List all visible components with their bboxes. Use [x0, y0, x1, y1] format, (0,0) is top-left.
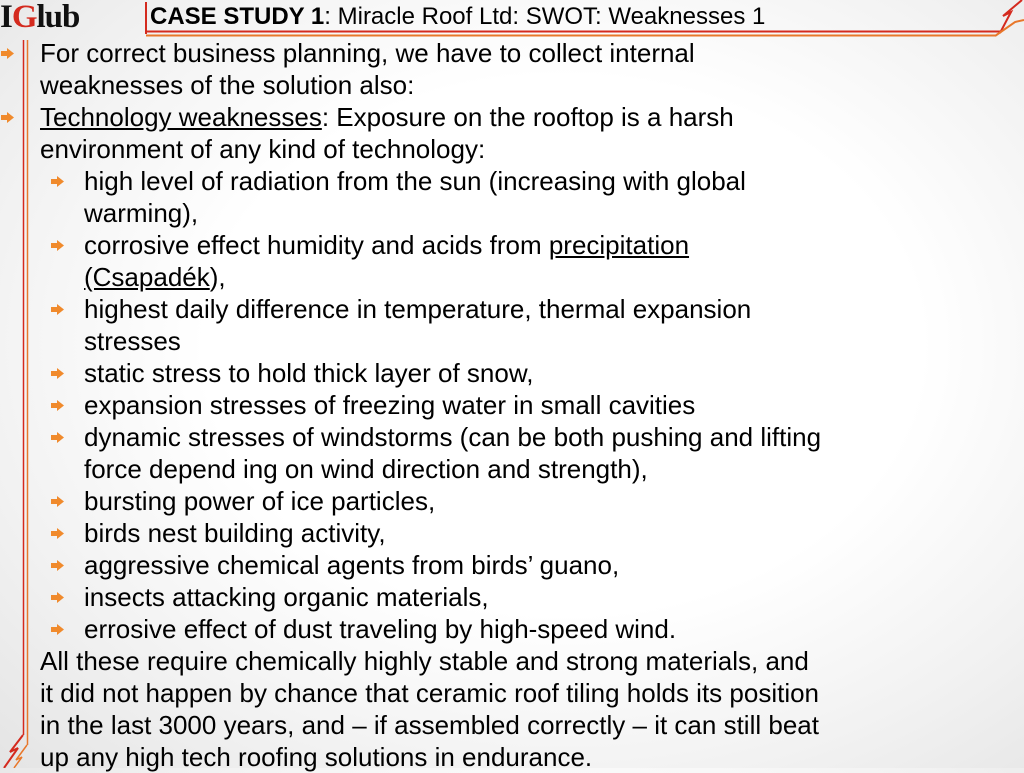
conclusion-text-2: it did not happen by chance that ceramic roof tiling holds its position [40, 678, 820, 708]
corner-accent-top-right [1000, 0, 1022, 33]
list-item-insects [0, 581, 1024, 613]
arrow-right-icon [51, 389, 67, 421]
list-item-dust [0, 613, 1024, 645]
corner-accent-top-right-2 [995, 20, 1024, 36]
logo-letter-g: G [11, 0, 37, 35]
list-item-radiation-cont [0, 197, 1024, 229]
intro-line-2 [0, 69, 1024, 101]
snow-text: static stress to hold thick layer of snow, [84, 358, 534, 388]
list-item-windstorm [0, 421, 1024, 453]
list-item-corrosive-cont [0, 261, 1024, 293]
tech-line-2 [0, 133, 1024, 165]
precipitation-link[interactable]: precipitation [548, 230, 690, 260]
list-item-ice [0, 485, 1024, 517]
tech-line-1 [0, 101, 1024, 133]
title-case-study: CASE STUDY 1 [150, 3, 325, 30]
conclusion-line-2 [0, 677, 1024, 709]
ice-text: bursting power of ice particles, [84, 486, 436, 516]
list-item-temperature [0, 293, 1024, 325]
list-item-corrosive [0, 229, 1024, 261]
guano-text: aggressive chemical agents from birds’ guano, [84, 550, 620, 580]
list-item-snow [0, 357, 1024, 389]
temperature-text-1: highest daily difference in temperature, thermal expansion [84, 294, 752, 324]
arrow-right-icon [51, 517, 67, 549]
conclusion-text-1: All these require chemically highly stable and strong materials, and [40, 646, 809, 676]
arrow-right-icon [1, 37, 17, 69]
title-subject: : Miracle Roof Ltd: SWOT: Weaknesses 1 [324, 3, 766, 30]
arrow-right-icon [51, 421, 67, 453]
list-item-windstorm-cont [0, 453, 1024, 485]
list-item-freezing [0, 389, 1024, 421]
arrow-right-icon [51, 485, 67, 517]
logo-letter-i: I [0, 0, 12, 35]
conclusion-text-4: up any high tech roofing solutions in endurance. [40, 742, 593, 772]
windstorm-text-1: dynamic stresses of windstorms (can be both pushing and lifting [84, 422, 822, 452]
list-item-temperature-cont [0, 325, 1024, 357]
conclusion-text-3: in the last 3000 years, and – if assembled correctly – it can still beat [40, 710, 819, 740]
arrow-right-icon [51, 581, 67, 613]
corrosive-text-1: corrosive effect humidity and acids from [84, 230, 549, 260]
insects-text: insects attacking organic materials, [84, 582, 489, 612]
arrow-right-icon [51, 293, 67, 325]
tech-text-1: : Exposure on the rooftop is a harsh [321, 102, 734, 132]
temperature-text-2: stresses [84, 326, 181, 356]
iqlub-logo [0, 0, 79, 34]
logo-letters-rest: lub [36, 0, 80, 35]
list-item-radiation [0, 165, 1024, 197]
arrow-right-icon [51, 613, 67, 645]
freezing-text: expansion stresses of freezing water in small cavities [84, 390, 696, 420]
conclusion-line-3 [0, 709, 1024, 741]
slide-title [150, 0, 765, 34]
slide-content [0, 37, 1024, 773]
corrosive-text-2: ), [209, 262, 226, 292]
arrow-right-icon [1, 101, 17, 133]
radiation-text-2: warming), [84, 198, 199, 228]
intro-text-2: weaknesses of the solution also: [40, 70, 415, 100]
conclusion-line-4 [0, 741, 1024, 773]
list-item-birds-nest [0, 517, 1024, 549]
list-item-guano [0, 549, 1024, 581]
birds-nest-text: birds nest building activity, [84, 518, 386, 548]
arrow-right-icon [51, 229, 67, 261]
tech-heading: Technology weaknesses [40, 102, 322, 132]
radiation-text-1: high level of radiation from the sun (increasing with global [84, 166, 746, 196]
dust-text: errosive effect of dust traveling by high-speed wind. [84, 614, 677, 644]
arrow-right-icon [51, 549, 67, 581]
arrow-right-icon [51, 357, 67, 389]
conclusion-line-1 [0, 645, 1024, 677]
tech-text-2: environment of any kind of technology: [40, 134, 486, 164]
csapadek-link[interactable]: (Csapadék [84, 262, 210, 292]
arrow-right-icon [51, 165, 67, 197]
intro-line-1 [0, 37, 1024, 69]
intro-text-1: For correct business planning, we have to collect internal [40, 38, 695, 68]
windstorm-text-2: force depend ing on wind direction and strength), [84, 454, 648, 484]
